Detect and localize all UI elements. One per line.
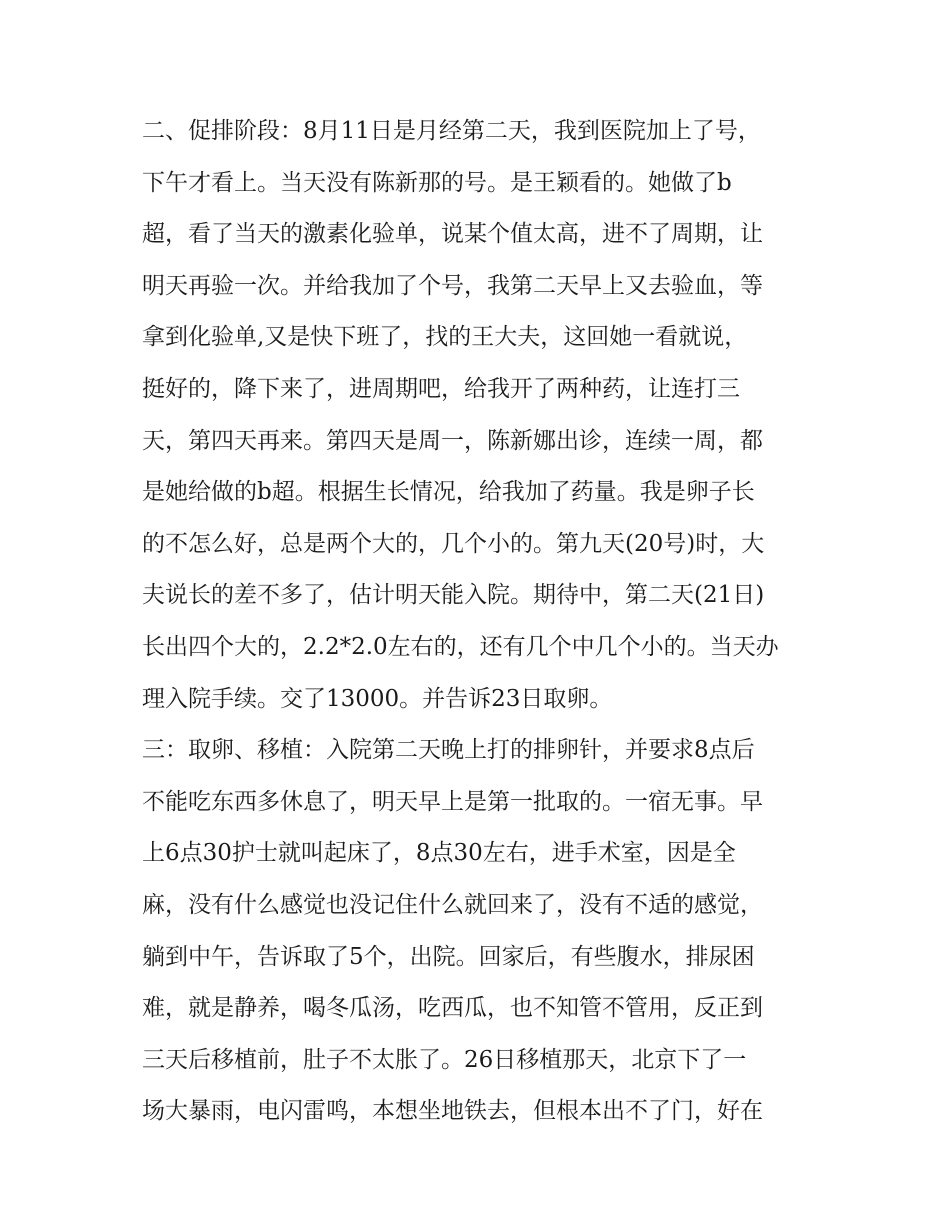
text-line: 拿到化验单,又是快下班了，找的王大夫，这回她一看就说， [142, 324, 748, 351]
text-line: 是她给做的b超。根据生长情况，给我加了药量。我是卵子长 [142, 479, 755, 506]
text-line: 的不怎么好，总是两个大的，几个小的。第九天(20号)时，大 [142, 530, 765, 557]
text-line: 天，第四天再来。第四天是周一，陈新娜出诊，连续一周，都 [142, 427, 763, 454]
text-line: 麻，没有什么感觉也没记住什么就回来了，没有不适的感觉， [142, 891, 763, 918]
text-line: 躺到中午，告诉取了5个，出院。回家后，有些腹水，排尿困 [142, 943, 755, 970]
text-line: 夫说长的差不多了，估计明天能入院。期待中，第二天(21日) [142, 582, 765, 609]
text-line: 超，看了当天的激素化验单，说某个值太高，进不了周期，让 [142, 221, 763, 248]
document-body [142, 106, 822, 1138]
text-line: 挺好的，降下来了，进周期吧，给我开了两种药，让连打三 [142, 375, 740, 402]
text-line: 明天再验一次。并给我加了个号，我第二天早上又去验血，等 [142, 272, 763, 299]
text-line: 三天后移植前，肚子不太胀了。26日移植那天，北京下了一 [142, 1046, 747, 1073]
text-line: 二、促排阶段：8月11日是月经第二天，我到医院加上了号， [142, 118, 761, 144]
text-line: 难，就是静养，喝冬瓜汤，吃西瓜，也不知管不管用，反正到 [142, 995, 763, 1022]
text-line: 理入院手续。交了13000。并告诉23日取卵。 [142, 685, 613, 712]
text-line: 下午才看上。当天没有陈新那的号。是王颖看的。她做了b [142, 169, 732, 196]
text-line: 上6点30护士就叫起床了，8点30左右，进手术室，因是全 [142, 840, 736, 867]
text-line: 三：取卵、移植：入院第二天晚上打的排卵针，并要求8点后 [142, 737, 755, 764]
text-line: 不能吃东西多休息了，明天早上是第一批取的。一宿无事。早 [142, 788, 763, 815]
text-line: 场大暴雨，电闪雷鸣，本想坐地铁去，但根本出不了门，好在 [142, 1098, 763, 1125]
text-line: 长出四个大的，2.2*2.0左右的，还有几个中几个小的。当天办 [142, 633, 779, 660]
